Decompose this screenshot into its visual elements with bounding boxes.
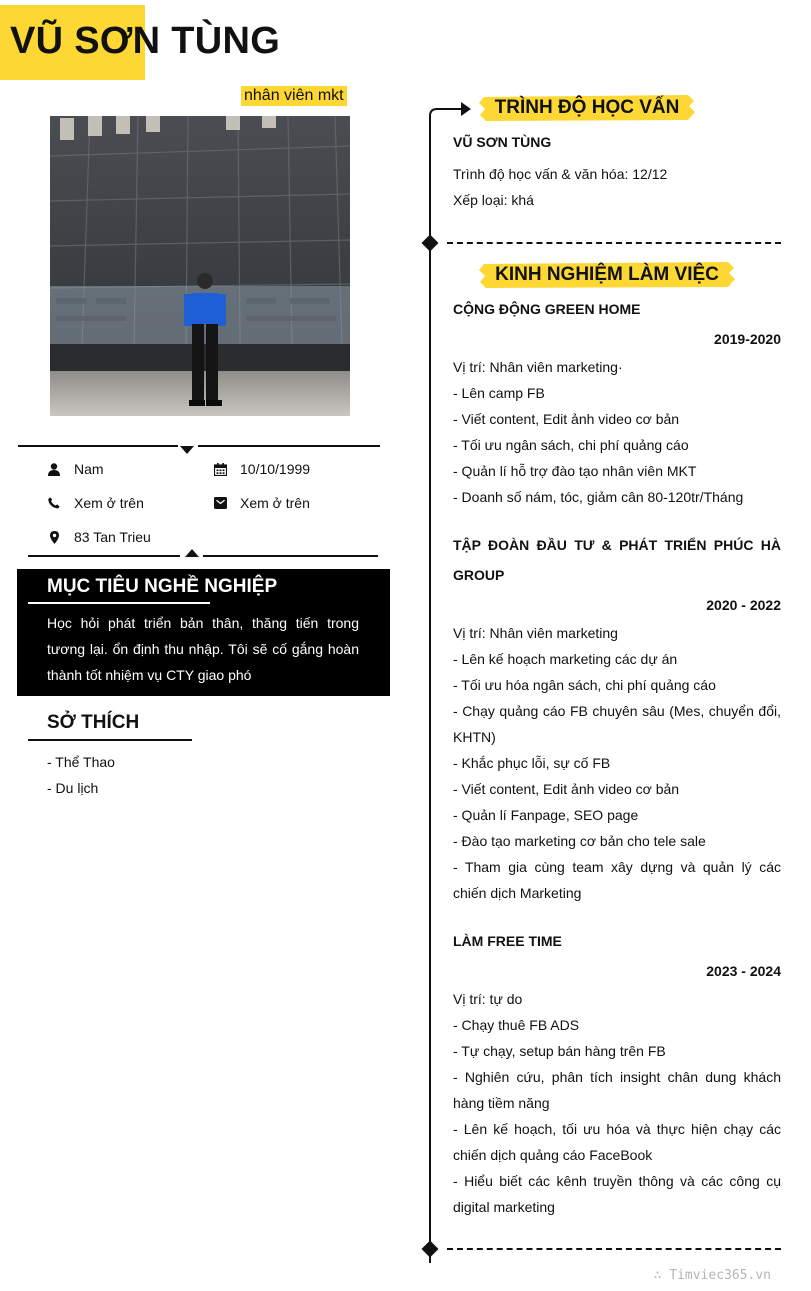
timeline-arrow <box>429 98 473 124</box>
address-text: 83 Tan Trieu <box>74 529 151 545</box>
job-period: 2019-2020 <box>714 331 781 347</box>
info-birthday <box>212 461 310 477</box>
hobby-item: - Thể Thao <box>47 754 115 770</box>
user-icon <box>46 461 62 477</box>
job-details <box>453 986 781 1220</box>
map-marker-icon <box>46 529 62 545</box>
hobbies-list <box>47 749 115 801</box>
hobbies-title: SỞ THÍCH <box>47 712 140 733</box>
calendar-icon <box>212 461 228 477</box>
career-objective-section <box>17 569 390 696</box>
job-detail-line: - Chạy quảng cáo FB chuyên sâu (Mes, chuyển đổi, KHTN) <box>453 703 781 745</box>
job-detail-line: - Nghiên cứu, phân tích insight chân dung khách hàng tiềm năng <box>453 1069 781 1111</box>
education-banner <box>478 93 696 123</box>
timeline-node <box>422 235 439 252</box>
phone-text: Xem ở trên <box>74 495 144 511</box>
info-address <box>46 529 151 545</box>
job-detail-line: - Hiểu biết các kênh truyền thông và các công cụ digital marketing <box>453 1173 781 1215</box>
job-detail-line: - Tham gia cùng team xây dựng và quản lý các chiến dịch Marketing <box>453 859 781 901</box>
job-organization: TẬP ĐOÀN ĐẦU TƯ & PHÁT TRIỂN PHÚC HÀ GROUP <box>453 537 781 583</box>
job-detail-line: - Tối ưu ngân sách, chi phí quảng cáo <box>453 437 689 453</box>
education-content <box>453 127 781 213</box>
experience-banner <box>478 260 736 290</box>
section-divider <box>447 242 781 244</box>
job-detail-line: - Tối ưu hóa ngân sách, chi phí quảng cáo <box>453 677 716 693</box>
info-phone <box>46 495 144 511</box>
timeline-node <box>422 1241 439 1258</box>
job-period: 2023 - 2024 <box>706 963 781 979</box>
info-gender <box>46 461 104 477</box>
job-detail-line: - Chạy thuê FB ADS <box>453 1017 580 1033</box>
candidate-name: VŨ SƠN TÙNG <box>10 20 281 62</box>
info-bottom-divider-right <box>203 555 378 557</box>
job-entry <box>453 294 781 510</box>
gender-text: Nam <box>74 461 104 477</box>
job-detail-line: - Lên kế hoạch marketing các dự án <box>453 651 678 667</box>
experience-title: KINH NGHIỆM LÀM VIỆC <box>495 264 719 285</box>
career-objective-text: Học hỏi phát triển bản thân, thăng tiến trong tương lại. ổn định thu nhập. Tôi sẽ cố gắng hoàn thành tốt nhiệm vụ CTY giao phó <box>47 615 359 683</box>
job-details <box>453 620 781 906</box>
envelope-icon <box>212 495 228 511</box>
job-period: 2020 - 2022 <box>706 597 781 613</box>
job-detail-line: - Viết content, Edit ảnh video cơ bản <box>453 781 680 797</box>
info-top-divider-arrow <box>180 446 194 454</box>
job-detail-line: - Lên camp FB <box>453 385 545 401</box>
job-detail-line: - Quản lí hỗ trợ đào tạo nhân viên MKT <box>453 463 697 479</box>
education-title: TRÌNH ĐỘ HỌC VẤN <box>494 97 680 118</box>
job-detail-line: - Viết content, Edit ảnh video cơ bản <box>453 411 680 427</box>
timeline-line <box>429 120 431 1263</box>
education-line: Trình độ học vấn & văn hóa: 12/12 <box>453 166 668 182</box>
job-detail-line: - Quản lí Fanpage, SEO page <box>453 807 639 823</box>
career-objective-title: MỤC TIÊU NGHỀ NGHIỆP <box>47 576 278 597</box>
birthday-text: 10/10/1999 <box>240 461 311 477</box>
job-detail-line: - Doanh số nám, tóc, giảm cân 80-120tr/Tháng <box>453 489 744 505</box>
education-lines <box>453 161 781 213</box>
education-line: Xếp loại: khá <box>453 192 534 208</box>
hobbies-underline <box>28 739 192 741</box>
job-detail-line: - Đào tạo marketing cơ bản cho tele sale <box>453 833 706 849</box>
job-entry <box>453 926 781 1220</box>
job-detail-line: - Khắc phục lỗi, sự cố FB <box>453 755 611 771</box>
job-organization: LÀM FREE TIME <box>453 933 562 949</box>
job-details <box>453 354 781 510</box>
info-email <box>212 495 310 511</box>
job-title: nhân viên mkt <box>241 86 347 106</box>
phone-icon <box>46 495 62 511</box>
education-name: VŨ SƠN TÙNG <box>453 134 552 150</box>
info-top-divider-right <box>198 445 380 447</box>
info-top-divider-left <box>18 445 178 447</box>
job-detail-line: - Tự chạy, setup bán hàng trên FB <box>453 1043 666 1059</box>
job-detail-line: Vị trí: Nhân viên marketing <box>453 625 618 641</box>
watermark: ∴ Timviec365.vn <box>653 1268 771 1283</box>
profile-photo <box>50 116 350 416</box>
hobby-item: - Du lịch <box>47 780 99 796</box>
career-objective-underline <box>28 602 210 604</box>
section-divider <box>447 1248 781 1250</box>
job-detail-line: Vị trí: tự do <box>453 991 523 1007</box>
info-bottom-divider-arrow <box>185 549 199 557</box>
job-entry <box>453 530 781 906</box>
job-detail-line: - Lên kế hoạch, tối ưu hóa và thực hiện chạy các chiến dịch quảng cáo FaceBook <box>453 1121 781 1163</box>
email-text: Xem ở trên <box>240 495 310 511</box>
info-bottom-divider-left <box>28 555 180 557</box>
job-detail-line: Vị trí: Nhân viên marketing· <box>453 359 623 375</box>
job-organization: CỘNG ĐỘNG GREEN HOME <box>453 301 641 317</box>
